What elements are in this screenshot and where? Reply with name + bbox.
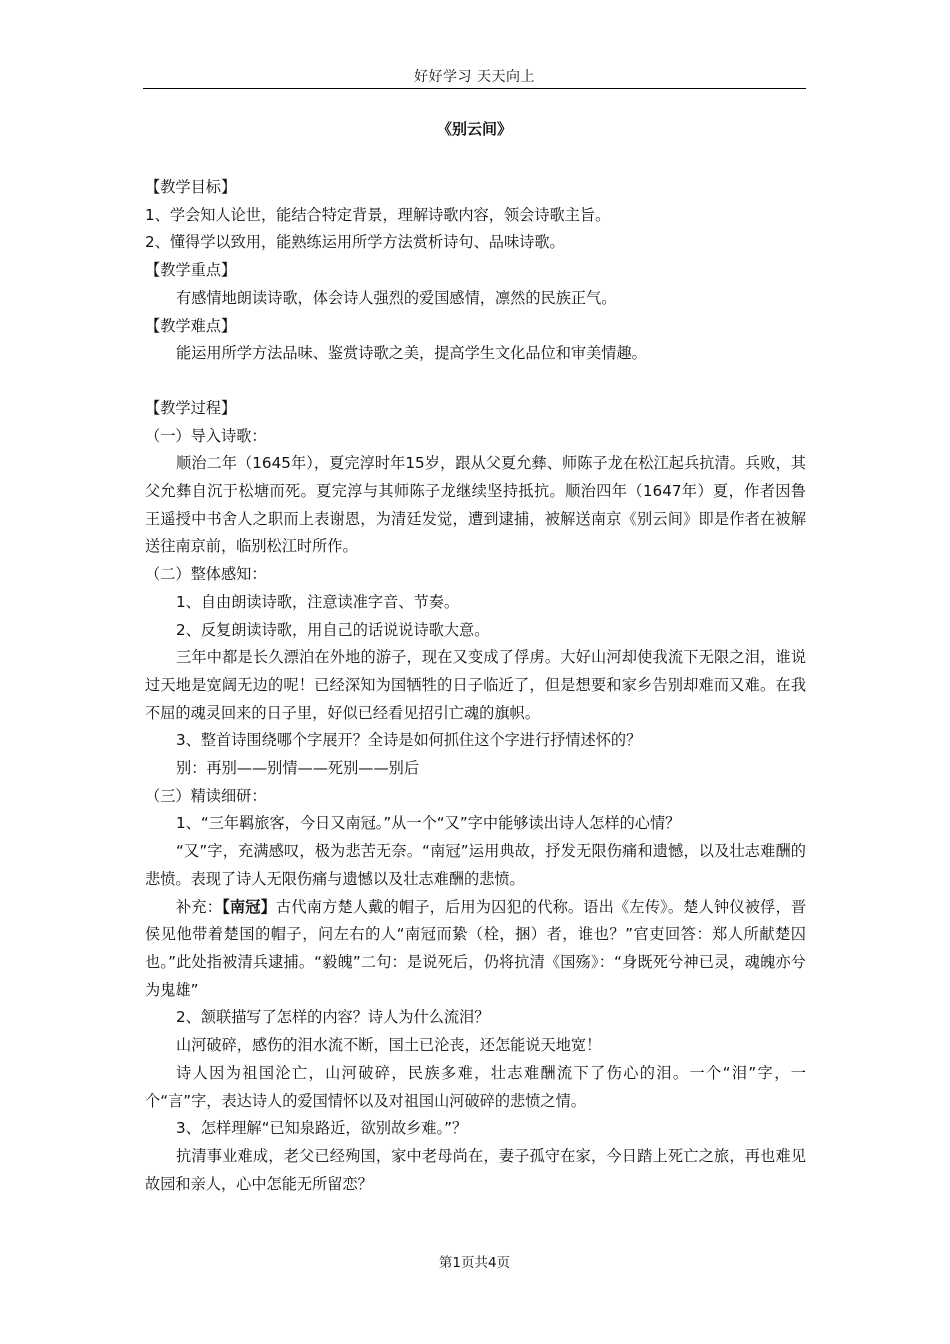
objectives-heading: 【教学目标】: [145, 178, 237, 196]
difficulties-text: 能运用所学方法品味、鉴赏诗歌之美，提高学生文化品位和审美情趣。: [176, 344, 647, 363]
key-points-heading: 【教学重点】: [145, 261, 237, 280]
document-body: [145, 174, 806, 1198]
question: 3、整首诗围绕哪个字展开？全诗是如何抓住这个字进行抒情述怀的？: [176, 731, 642, 750]
header-rule: [143, 88, 806, 89]
section-heading: （一）导入诗歌：: [145, 426, 267, 445]
process-heading: 【教学过程】: [145, 398, 237, 417]
answer: 三年中都是长久漂泊在外地的游子，现在又变成了俘虏。大好山河却使我流下无限之泪，谁说过天地是宽阔无边的呢！已经深知为国牺牲的日子临近了，但是想要和家乡告别却难而又难。在我不屈的魂灵回来的日子里，好似已经看见招引亡魂的旗帜。: [145, 648, 806, 722]
page-header: 好好学习 天天向上: [414, 69, 535, 85]
intro-paragraph: 顺治二年（1645年），夏完淳时年15岁，跟从父夏允彝、师陈子龙在松江起兵抗清。兵败，其父允彝自沉于松塘而死。夏完淳与其师陈子龙继续坚持抵抗。顺治四年（1647年）夏，作者因鲁王遥授中书舍人之职而上表谢恩，为清廷发觉，遭到逮捕，被解送南京《别云间》即是作者在被解送往南京前，临别松江时所作。: [145, 454, 806, 556]
document-title: 《别云间》: [436, 120, 512, 138]
answer: 诗人因为祖国沦亡，山河破碎，民族多难，壮志难酬流下了伤心的泪。一个“泪”字，一个“言”字，表达诗人的爱国情怀以及对祖国山河破碎的悲愤之情。: [145, 1063, 806, 1110]
spacer: [145, 368, 806, 395]
objective-item: 1、学会知人论世，能结合特定背景，理解诗歌内容，领会诗歌主旨。: [145, 205, 611, 224]
supplement-paragraph: [145, 894, 806, 1005]
question: 1、自由朗读诗歌，注意读准字音、节奏。: [176, 592, 460, 611]
question: 1、“三年羁旅客，今日又南冠。”从一个“又”字中能够读出诗人怎样的心情？: [176, 814, 681, 833]
supplement-term: 【南冠】: [222, 897, 276, 916]
page-footer: 第1页共4页: [438, 1255, 511, 1271]
supplement-label: 补充：: [176, 897, 223, 916]
section-heading: （三）精读细研：: [145, 786, 267, 805]
question: 2、反复朗读诗歌，用自己的话说说诗歌大意。: [176, 620, 490, 639]
difficulties-heading: 【教学难点】: [145, 316, 237, 335]
objective-item: 2、懂得学以致用，能熟练运用所学方法赏析诗句、品味诗歌。: [145, 233, 565, 252]
answer: 抗清事业难成，老父已经殉国，家中老母尚在，妻子孤守在家，今日踏上死亡之旅，再也难见故园和亲人，心中怎能无所留恋？: [145, 1146, 806, 1193]
answer: 别：再别——别情——死别——别后: [176, 759, 419, 778]
answer: 山河破碎，感伤的泪水流不断，国土已沦丧，还怎能说天地宽！: [176, 1036, 602, 1055]
question: 3、怎样理解“已知泉路近，欲别故乡难。”？: [176, 1119, 468, 1138]
question: 2、颔联描写了怎样的内容？诗人为什么流泪？: [176, 1008, 490, 1027]
key-points-text: 有感情地朗读诗歌，体会诗人强烈的爱国感情，凛然的民族正气。: [176, 288, 617, 307]
answer: “又”字，充满感叹，极为悲苦无奈。“南冠”运用典故，抒发无限伤痛和遗憾，以及壮志难酬的悲愤。表现了诗人无限伤痛与遗憾以及壮志难酬的悲愤。: [145, 842, 806, 888]
supplement-text: 古代南方楚人戴的帽子，后用为囚犯的代称。语出《左传》。楚人钟仪被俘，晋侯见他带着楚国的帽子，问左右的人“南冠而絷（栓，捆）者，谁也？”官吏回答：郑人所献楚囚也。”此处指被清兵逮捕。“毅魄”二句：是说死后，仍将抗清《国殇》：“身既死兮神已灵，魂魄亦兮为鬼雄”: [145, 897, 807, 999]
section-heading: （二）整体感知：: [145, 565, 267, 584]
